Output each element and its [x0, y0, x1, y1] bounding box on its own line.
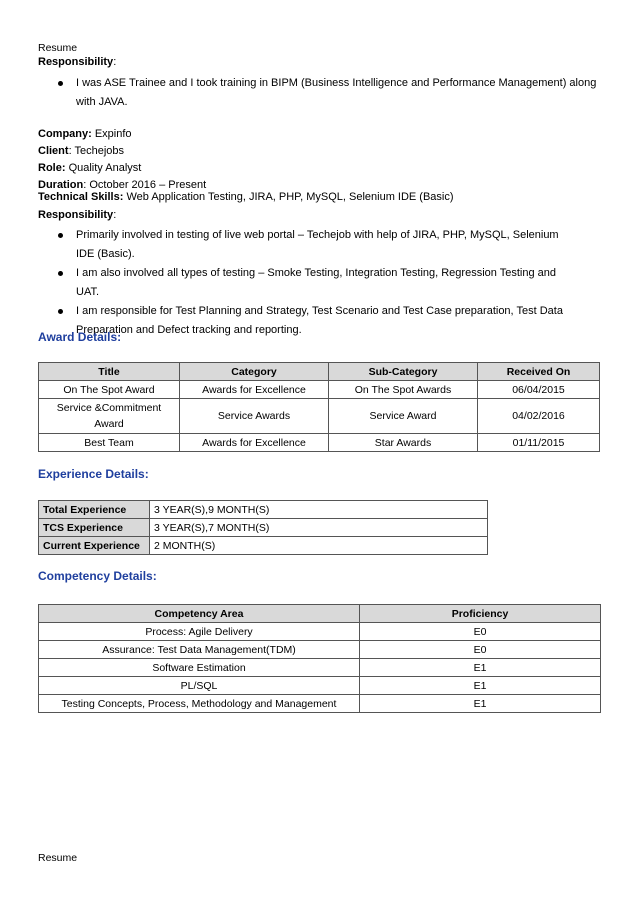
company-label: Company: [38, 128, 92, 140]
column-header: Title [39, 363, 180, 381]
table-header-row [39, 363, 600, 381]
duration-line: Duration: October 2016 – Present [38, 179, 207, 191]
bullet-icon [58, 271, 63, 276]
experience-table [38, 500, 488, 555]
list-item [38, 74, 598, 112]
table-cell: On The Spot Awards [329, 381, 478, 399]
table-cell: 01/11/2015 [478, 434, 600, 452]
role-value: Quality Analyst [68, 162, 142, 174]
table-row [39, 519, 488, 537]
duration-label: Duration [38, 179, 84, 191]
award-table [38, 362, 600, 452]
table-cell: TCS Experience [39, 519, 150, 537]
list-item [38, 264, 578, 302]
responsibility-label: Responsibility [38, 209, 114, 221]
table-cell: Total Experience [39, 501, 150, 519]
table-cell: Service &Commitment Award [39, 399, 180, 434]
table-cell: E1 [360, 659, 601, 677]
table-cell: Testing Concepts, Process, Methodology and Management [39, 695, 360, 713]
table-cell: E1 [360, 695, 601, 713]
table-cell: E0 [360, 641, 601, 659]
skills-value: Web Application Testing, JIRA, PHP, MySQL, Selenium IDE (Basic) [126, 191, 454, 203]
bullet-icon [58, 81, 63, 86]
page-footer: Resume [38, 852, 78, 864]
table-cell: 3 YEAR(S),9 MONTH(S) [150, 501, 488, 519]
table-row [39, 381, 600, 399]
duration-value: October 2016 – Present [89, 179, 207, 191]
bullet-icon [58, 233, 63, 238]
bullet-icon [58, 309, 63, 314]
table-cell: On The Spot Award [39, 381, 180, 399]
table-row [39, 677, 601, 695]
skills-label: Technical Skills: [38, 191, 124, 203]
page-header: Resume [38, 42, 78, 54]
responsibility-heading-1: Responsibility: [38, 56, 117, 68]
table-cell: Current Experience [39, 537, 150, 555]
table-cell: 2 MONTH(S) [150, 537, 488, 555]
table-cell: Assurance: Test Data Management(TDM) [39, 641, 360, 659]
column-header: Proficiency [360, 605, 601, 623]
table-cell: Process: Agile Delivery [39, 623, 360, 641]
client-line: Client: Techejobs [38, 145, 125, 157]
list-item [38, 226, 578, 264]
column-header: Sub-Category [329, 363, 478, 381]
column-header: Received On [478, 363, 600, 381]
responsibility-list-2 [38, 226, 578, 340]
table-row [39, 659, 601, 677]
table-cell: PL/SQL [39, 677, 360, 695]
table-row [39, 399, 600, 434]
table-cell: Service Award [329, 399, 478, 434]
table-cell: 3 YEAR(S),7 MONTH(S) [150, 519, 488, 537]
table-cell: Software Estimation [39, 659, 360, 677]
column-header: Competency Area [39, 605, 360, 623]
table-cell: E1 [360, 677, 601, 695]
responsibility-list-1 [38, 74, 598, 112]
experience-section-title: Experience Details: [38, 467, 149, 481]
table-header-row [39, 605, 601, 623]
responsibility-heading-2: Responsibility: [38, 209, 117, 221]
table-cell: Best Team [39, 434, 180, 452]
role-line [38, 160, 141, 177]
role-label: Role: [38, 162, 66, 174]
table-cell: Star Awards [329, 434, 478, 452]
client-label: Client [38, 145, 69, 157]
column-header: Category [180, 363, 329, 381]
list-item-text: Primarily involved in testing of live web portal – Techejob with help of JIRA, PHP, MySQL, Selenium IDE (Basic). [76, 229, 559, 260]
table-row [39, 434, 600, 452]
table-row [39, 623, 601, 641]
responsibility-label: Responsibility [38, 56, 114, 68]
table-cell: Awards for Excellence [180, 381, 329, 399]
table-row [39, 501, 488, 519]
table-cell: 06/04/2015 [478, 381, 600, 399]
client-value: Techejobs [74, 145, 125, 157]
list-item-text: I am also involved all types of testing – Smoke Testing, Integration Testing, Regression Testing and UAT. [76, 267, 556, 298]
skills-line [38, 189, 454, 206]
table-cell: Awards for Excellence [180, 434, 329, 452]
table-row [39, 641, 601, 659]
list-item-text: I am responsible for Test Planning and Strategy, Test Scenario and Test Case preparation, Test Data Preparation and Defect tracking and reporting. [76, 305, 563, 336]
table-row [39, 695, 601, 713]
table-cell: E0 [360, 623, 601, 641]
competency-table [38, 604, 601, 713]
competency-section-title: Competency Details: [38, 569, 157, 583]
table-cell: Service Awards [180, 399, 329, 434]
company-line [38, 126, 132, 143]
company-value: Expinfo [94, 128, 132, 140]
award-section-title: Award Details: [38, 330, 122, 344]
table-cell: 04/02/2016 [478, 399, 600, 434]
list-item-text: I was ASE Trainee and I took training in BIPM (Business Intelligence and Performance Management) along with JAVA. [76, 77, 597, 108]
table-row [39, 537, 488, 555]
